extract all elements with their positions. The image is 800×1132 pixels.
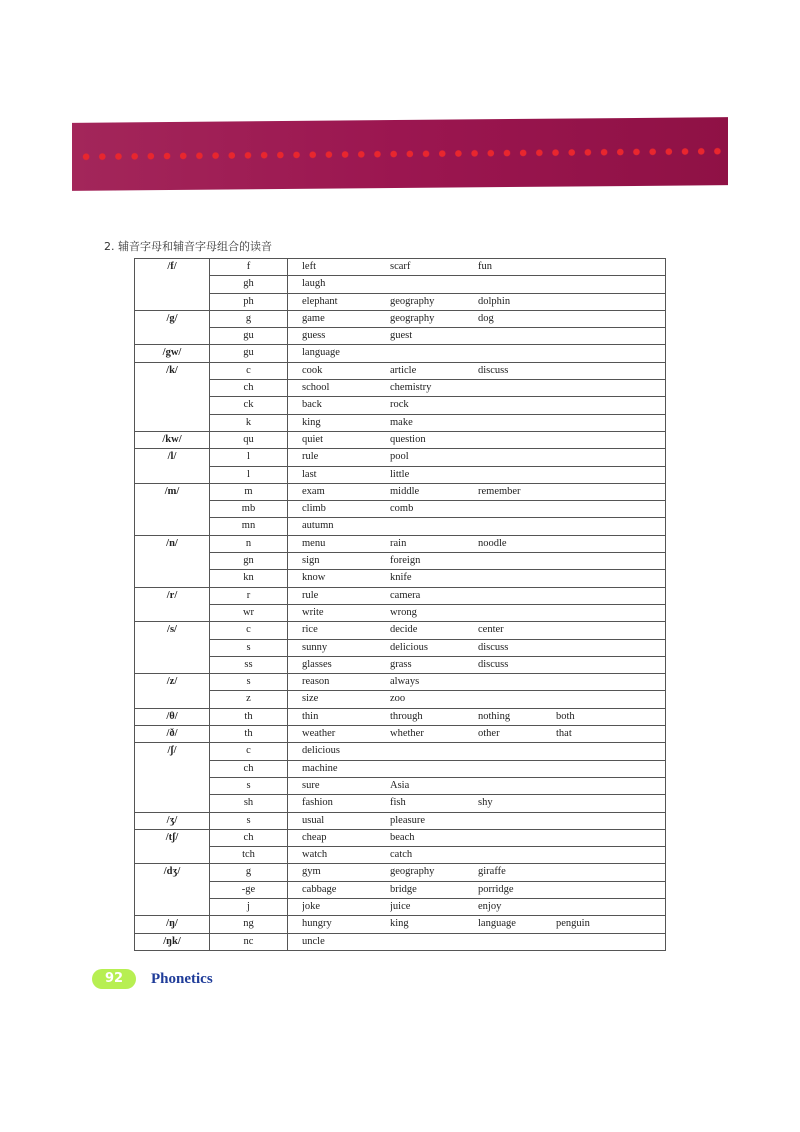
letter-spelling: th [210, 708, 288, 725]
table-row [135, 916, 666, 933]
table-row [135, 691, 666, 708]
table-row [135, 587, 666, 604]
example-word: gym [302, 866, 321, 878]
table-row [135, 639, 666, 656]
example-word: machine [302, 762, 338, 774]
example-word: game [302, 312, 325, 324]
example-words [288, 414, 666, 431]
example-word: hungry [302, 918, 332, 930]
table-row [135, 466, 666, 483]
table-row [135, 570, 666, 587]
letter-spelling: r [210, 587, 288, 604]
example-word: dog [478, 312, 494, 324]
example-word: exam [302, 485, 325, 497]
table-row [135, 726, 666, 743]
example-words [288, 483, 666, 500]
phonetic-symbol: /ŋ/ [135, 916, 210, 933]
example-word: quiet [302, 433, 323, 445]
phonetic-symbol: /s/ [135, 622, 210, 674]
table-row [135, 795, 666, 812]
letter-spelling: -ge [210, 881, 288, 898]
example-word: guest [390, 330, 413, 342]
example-words [288, 328, 666, 345]
letter-spelling: ch [210, 829, 288, 846]
table-row [135, 259, 666, 276]
example-words [288, 726, 666, 743]
letter-spelling: ph [210, 293, 288, 310]
phonetic-symbol: /f/ [135, 259, 210, 311]
table-row [135, 483, 666, 500]
example-word: geography [390, 866, 435, 878]
example-word: middle [390, 485, 420, 497]
example-word: sunny [302, 641, 328, 653]
example-word: always [390, 676, 420, 688]
example-words [288, 518, 666, 535]
letter-spelling: c [210, 622, 288, 639]
letter-spelling: l [210, 449, 288, 466]
letter-spelling: s [210, 674, 288, 691]
letter-spelling: wr [210, 604, 288, 621]
example-words [288, 691, 666, 708]
letter-spelling: gn [210, 553, 288, 570]
example-words [288, 276, 666, 293]
example-word: camera [390, 589, 421, 601]
example-words [288, 812, 666, 829]
phonetic-symbol: /ŋk/ [135, 933, 210, 950]
example-word: both [556, 710, 575, 722]
example-word: watch [302, 849, 328, 861]
phonetic-symbol: /l/ [135, 449, 210, 484]
example-words [288, 795, 666, 812]
example-word: bridge [390, 883, 417, 895]
phonetic-symbol: /ʒ/ [135, 812, 210, 829]
phonetic-symbol: /k/ [135, 362, 210, 431]
example-word: reason [302, 676, 330, 688]
example-word: question [390, 433, 426, 445]
example-word: enjoy [478, 900, 502, 912]
table-row [135, 380, 666, 397]
consonant-table [134, 258, 666, 951]
letter-spelling: n [210, 535, 288, 552]
letter-spelling: ck [210, 397, 288, 414]
letter-spelling: th [210, 726, 288, 743]
letter-spelling: gh [210, 276, 288, 293]
example-word: through [390, 710, 423, 722]
letter-spelling: gu [210, 345, 288, 362]
phonetic-symbol: /θ/ [135, 708, 210, 725]
example-word: chemistry [390, 382, 432, 394]
letter-spelling: mn [210, 518, 288, 535]
example-words [288, 310, 666, 327]
example-word: joke [302, 900, 321, 912]
example-word: language [478, 918, 516, 930]
dotted-stripe [78, 147, 726, 161]
letter-spelling: ch [210, 760, 288, 777]
phonetic-symbol: /z/ [135, 674, 210, 709]
example-words [288, 259, 666, 276]
example-words [288, 604, 666, 621]
table-row [135, 864, 666, 881]
letter-spelling: tch [210, 847, 288, 864]
phonetic-symbol: /n/ [135, 535, 210, 587]
phonetic-symbol: /g/ [135, 310, 210, 345]
phonetic-symbol: /gw/ [135, 345, 210, 362]
example-words [288, 864, 666, 881]
example-word: usual [302, 814, 325, 826]
phonetic-symbol: /m/ [135, 483, 210, 535]
example-word: thin [302, 710, 319, 722]
example-words [288, 345, 666, 362]
phonetic-symbol: /ð/ [135, 726, 210, 743]
example-word: whether [390, 728, 424, 740]
example-word: laugh [302, 278, 326, 290]
example-word: cheap [302, 831, 327, 843]
table-row [135, 622, 666, 639]
letter-spelling: s [210, 777, 288, 794]
letter-spelling: qu [210, 431, 288, 448]
example-words [288, 535, 666, 552]
example-words [288, 431, 666, 448]
example-words [288, 881, 666, 898]
example-word: article [390, 364, 417, 376]
example-word: beach [390, 831, 415, 843]
example-word: pleasure [390, 814, 425, 826]
example-word: juice [390, 900, 411, 912]
example-word: king [302, 416, 321, 428]
example-word: penguin [556, 918, 590, 930]
example-word: rock [390, 399, 409, 411]
table-row [135, 414, 666, 431]
example-word: elephant [302, 295, 338, 307]
letter-spelling: ng [210, 916, 288, 933]
section-title: 2. 辅音字母和辅音字母组合的读音 [104, 240, 272, 253]
table-row [135, 760, 666, 777]
example-words [288, 587, 666, 604]
example-word: discuss [478, 658, 509, 670]
example-word: climb [302, 503, 326, 515]
example-word: foreign [390, 555, 421, 567]
example-word: knife [390, 572, 412, 584]
page-number-badge: 92 [92, 969, 136, 989]
example-words [288, 847, 666, 864]
example-word: dolphin [478, 295, 511, 307]
table-row [135, 674, 666, 691]
example-word: remember [478, 485, 521, 497]
table-row [135, 397, 666, 414]
example-word: weather [302, 728, 336, 740]
example-words [288, 362, 666, 379]
example-word: sign [302, 555, 320, 567]
letter-spelling: sh [210, 795, 288, 812]
letter-spelling: g [210, 864, 288, 881]
example-word: porridge [478, 883, 514, 895]
example-word: rule [302, 589, 319, 601]
example-words [288, 708, 666, 725]
example-word: that [556, 728, 572, 740]
example-words [288, 674, 666, 691]
example-words [288, 466, 666, 483]
example-word: menu [302, 537, 326, 549]
example-word: zoo [390, 693, 406, 705]
example-words [288, 743, 666, 760]
letter-spelling: g [210, 310, 288, 327]
example-words [288, 933, 666, 950]
example-word: write [302, 606, 324, 618]
example-word: catch [390, 849, 413, 861]
letter-spelling: m [210, 483, 288, 500]
example-word: know [302, 572, 326, 584]
example-word: cabbage [302, 883, 337, 895]
table-row [135, 656, 666, 673]
table-row [135, 276, 666, 293]
letter-spelling: f [210, 259, 288, 276]
table-row [135, 553, 666, 570]
letter-spelling: s [210, 639, 288, 656]
example-word: size [302, 693, 319, 705]
letter-spelling: c [210, 743, 288, 760]
example-word: king [390, 918, 409, 930]
example-word: rice [302, 624, 318, 636]
example-word: other [478, 728, 500, 740]
table-row [135, 829, 666, 846]
example-words [288, 829, 666, 846]
example-word: uncle [302, 935, 325, 947]
example-word: wrong [390, 606, 417, 618]
table-row [135, 431, 666, 448]
table-row [135, 501, 666, 518]
example-words [288, 656, 666, 673]
example-word: sure [302, 779, 320, 791]
example-words [288, 380, 666, 397]
table-row [135, 881, 666, 898]
example-word: center [478, 624, 504, 636]
table-row [135, 535, 666, 552]
letter-spelling: mb [210, 501, 288, 518]
example-word: giraffe [478, 866, 506, 878]
example-word: Asia [390, 779, 410, 791]
footer-title: Phonetics [151, 971, 213, 987]
example-words [288, 622, 666, 639]
letter-spelling: nc [210, 933, 288, 950]
table-row [135, 708, 666, 725]
phonetic-symbol: /ʃ/ [135, 743, 210, 812]
table-row [135, 847, 666, 864]
example-word: discuss [478, 641, 509, 653]
example-words [288, 293, 666, 310]
example-word: school [302, 382, 330, 394]
table-row [135, 898, 666, 915]
example-word: rule [302, 451, 319, 463]
example-word: comb [390, 503, 414, 515]
letter-spelling: l [210, 466, 288, 483]
letter-spelling: k [210, 414, 288, 431]
phonetic-symbol: /dʒ/ [135, 864, 210, 916]
table-row [135, 933, 666, 950]
example-word: pool [390, 451, 409, 463]
example-word: last [302, 468, 317, 480]
table-row [135, 310, 666, 327]
phonetic-symbol: /kw/ [135, 431, 210, 448]
letter-spelling: kn [210, 570, 288, 587]
example-word: scarf [390, 261, 411, 272]
example-word: delicious [302, 745, 340, 757]
example-word: geography [390, 312, 435, 324]
example-word: decide [390, 624, 418, 636]
table-row [135, 777, 666, 794]
example-word: little [390, 468, 410, 480]
phonetic-symbol: /tʃ/ [135, 829, 210, 864]
example-words [288, 397, 666, 414]
example-word: glasses [302, 658, 332, 670]
example-word: nothing [478, 710, 511, 722]
letter-spelling: z [210, 691, 288, 708]
example-word: geography [390, 295, 435, 307]
table-row [135, 604, 666, 621]
example-words [288, 777, 666, 794]
example-word: discuss [478, 364, 509, 376]
example-word: rain [390, 537, 407, 549]
example-word: make [390, 416, 413, 428]
table-row [135, 328, 666, 345]
letter-spelling: c [210, 362, 288, 379]
example-word: guess [302, 330, 326, 342]
example-words [288, 760, 666, 777]
example-word: shy [478, 797, 493, 809]
example-words [288, 449, 666, 466]
example-word: fashion [302, 797, 333, 809]
table-row [135, 293, 666, 310]
table-row [135, 518, 666, 535]
example-word: fun [478, 261, 492, 272]
letter-spelling: ch [210, 380, 288, 397]
example-word: autumn [302, 520, 334, 532]
example-word: delicious [390, 641, 428, 653]
example-word: cook [302, 364, 323, 376]
example-words [288, 916, 666, 933]
table-row [135, 743, 666, 760]
table-row [135, 362, 666, 379]
letter-spelling: gu [210, 328, 288, 345]
example-word: grass [390, 658, 412, 670]
table-row [135, 812, 666, 829]
example-words [288, 553, 666, 570]
example-words [288, 639, 666, 656]
table-row [135, 345, 666, 362]
letter-spelling: j [210, 898, 288, 915]
table-row [135, 449, 666, 466]
letter-spelling: s [210, 812, 288, 829]
example-word: language [302, 347, 340, 359]
phonetic-symbol: /r/ [135, 587, 210, 622]
example-word: noodle [478, 537, 507, 549]
example-words [288, 570, 666, 587]
example-word: fish [390, 797, 406, 809]
example-words [288, 501, 666, 518]
example-word: left [302, 261, 316, 272]
example-words [288, 898, 666, 915]
example-word: back [302, 399, 322, 411]
header-banner [72, 117, 728, 191]
letter-spelling: ss [210, 656, 288, 673]
